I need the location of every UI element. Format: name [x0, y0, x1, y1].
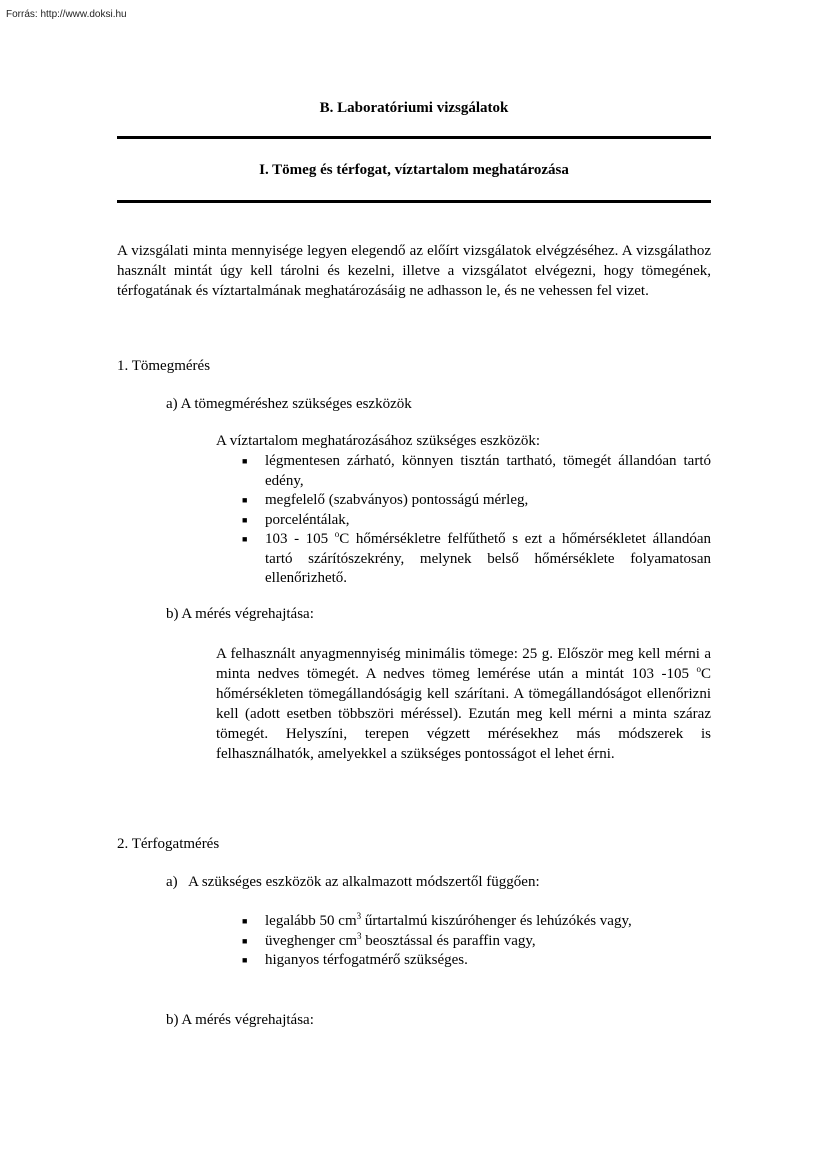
- section-1b-paragraph: A felhasznált anyagmennyiség minimális tömege: 25 g. Először meg kell mérni a minta nedves tömegét. A nedves tömeg lemérése után a mintát 103 -105 $^o$C hőmérsékleten tömegállandóságig kell szárítani. A tömegállandóságot ellenőrizni kell (adott esetben többszöri méréssel). Ezután meg kell mérni a minta száraz tömegét. Helyszíni, terepen végzett mérésekhez más módszerek is felhasználhatók, amelyekkel a szükséges pontosságot el lehet érni.: [216, 646, 711, 762]
- list-item: ■ megfelelő (szabványos) pontosságú mérleg,: [242, 491, 711, 511]
- list-item: ■ légmentesen zárható, könnyen tisztán tartható, tömegét állandóan tartó edény,: [242, 453, 711, 489]
- list-item: ■ porceléntálak,: [242, 511, 711, 531]
- tools-list-1: [242, 452, 711, 589]
- bullet-icon: ■: [242, 935, 248, 946]
- section-1b-heading: b) A mérés végrehajtása:: [166, 606, 314, 622]
- bullet-icon: ■: [242, 495, 248, 505]
- source-label: Forrás: http://www.doksi.hu: [6, 9, 127, 20]
- bullet-icon: ■: [242, 955, 248, 965]
- bullet-icon: ■: [242, 534, 248, 544]
- list-item: ■ üveghenger $cm^3$ beosztással és paraffin vagy,: [242, 932, 711, 952]
- bullet-icon: ■: [242, 916, 248, 926]
- intro-paragraph: A vizsgálati minta mennyisége legyen elegendő az előírt vizsgálatok elvégzéséhez. A vizsgálathoz használt mintát úgy kell tárolni és kezelni, illetve a vizsgálatot elvégezni, hogy tömegének, térfogatának és víztartalmának meghatározásáig ne adhasson le, és ne vehessen fel vizet.: [117, 243, 711, 299]
- section-1-heading: 1. Tömegmérés: [117, 358, 211, 374]
- bullet-icon: ■: [242, 456, 248, 466]
- list-item: ■ 103 - 105 $^o$C hőmérsékletre felfűthető s ezt a hőmérsékletet állandóan tartó szárítószekrény, melynek belső hőmérséklete folyamatosan ellenőrizhető.: [242, 529, 711, 586]
- bullet-icon: ■: [242, 514, 248, 525]
- divider-top: [117, 136, 711, 139]
- section-1a-lead: A víztartalom meghatározásához szükséges eszközök:: [216, 433, 541, 449]
- section-title: B. Laboratóriumi vizsgálatok: [319, 100, 509, 116]
- section-2-heading: 2. Térfogatmérés: [117, 836, 220, 852]
- chapter-title: I. Tömeg és térfogat, víztartalom meghatározása: [259, 162, 569, 178]
- divider-bottom: [117, 200, 711, 203]
- list-item: ■ legalább 50 $cm^3$ űrtartalmú kiszúróhenger és lehúzókés vagy,: [242, 912, 711, 932]
- section-2b-heading: b) A mérés végrehajtása:: [166, 1012, 314, 1028]
- list-item: ■ higanyos térfogatmérő szükséges.: [242, 951, 711, 971]
- section-1a-heading: a) A tömegméréshez szükséges eszközök: [166, 396, 412, 412]
- tools-list-2: [242, 912, 711, 971]
- section-2a-heading: a) A szükséges eszközök az alkalmazott módszertől függően:: [166, 874, 540, 890]
